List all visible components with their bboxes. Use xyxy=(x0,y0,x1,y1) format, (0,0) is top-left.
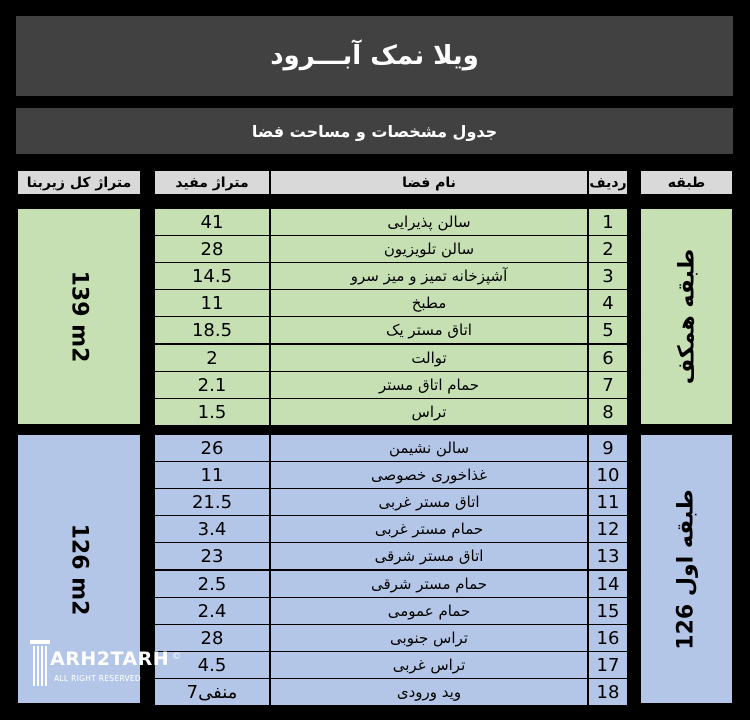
header-row: ردیف xyxy=(588,170,628,195)
space-name-cell: سالن پذیرایی xyxy=(270,208,588,236)
useful-area-cell: 14.5 xyxy=(154,262,270,290)
space-name-cell: اتاق مستر یک xyxy=(270,316,588,344)
first-floor-cell xyxy=(640,434,733,704)
useful-area-cell: 41 xyxy=(154,208,270,236)
row-number-cell: 17 xyxy=(588,651,628,679)
header-floor: طبقه xyxy=(640,170,733,195)
useful-area-cell: 1.5 xyxy=(154,398,270,426)
header-useful-area: متراژ مفید xyxy=(154,170,270,195)
useful-area-cell: 21.5 xyxy=(154,488,270,516)
useful-area-cell: 4.5 xyxy=(154,651,270,679)
row-number-cell: 16 xyxy=(588,624,628,652)
useful-area-cell: 11 xyxy=(154,461,270,489)
space-name-cell: تراس xyxy=(270,398,588,426)
ground-floor-cell xyxy=(640,208,733,425)
row-number-cell: 6 xyxy=(588,344,628,372)
subtitle-bar xyxy=(16,108,733,154)
row-number-cell: 13 xyxy=(588,542,628,570)
logo-brand: ARH2TARH xyxy=(50,648,170,670)
space-name-cell: سالن تلویزیون xyxy=(270,235,588,263)
first-total-area: 126 m2 xyxy=(66,523,92,615)
ground-total-area-cell xyxy=(17,208,141,425)
watermark-logo xyxy=(30,638,180,693)
row-number-cell: 14 xyxy=(588,570,628,598)
space-name-cell: حمام مستر غربی xyxy=(270,515,588,543)
space-name-cell: توالت xyxy=(270,344,588,372)
space-name-cell: حمام اتاق مستر xyxy=(270,371,588,399)
ground-floor-label: طبقه همکف xyxy=(674,248,700,385)
useful-area-cell: 3.4 xyxy=(154,515,270,543)
logo-rights: ALL RIGHT RESERVED xyxy=(54,674,142,683)
space-name-cell: تراس غربی xyxy=(270,651,588,679)
pillar-t-icon xyxy=(30,640,50,690)
row-number-cell: 12 xyxy=(588,515,628,543)
useful-area-cell: 2.5 xyxy=(154,570,270,598)
first-floor-label: طبقه اول 126 xyxy=(674,488,700,650)
row-number-cell: 18 xyxy=(588,678,628,706)
row-number-cell: 4 xyxy=(588,289,628,317)
header-total-area: متراژ کل زیربنا xyxy=(17,170,141,195)
page-title-bar xyxy=(16,16,733,96)
space-name-cell: اتاق مستر غربی xyxy=(270,488,588,516)
useful-area-cell: 28 xyxy=(154,235,270,263)
row-number-cell: 1 xyxy=(588,208,628,236)
row-number-cell: 10 xyxy=(588,461,628,489)
space-name-cell: وید ورودی xyxy=(270,678,588,706)
space-name-cell: مطبخ xyxy=(270,289,588,317)
row-number-cell: 9 xyxy=(588,434,628,462)
space-name-cell: اتاق مستر شرقی xyxy=(270,542,588,570)
useful-area-cell: 26 xyxy=(154,434,270,462)
useful-area-cell: 23 xyxy=(154,542,270,570)
row-number-cell: 8 xyxy=(588,398,628,426)
space-name-cell: حمام مستر شرقی xyxy=(270,570,588,598)
page-title: ویلا نمک آبـــرود xyxy=(270,41,479,71)
row-number-cell: 7 xyxy=(588,371,628,399)
row-number-cell: 11 xyxy=(588,488,628,516)
useful-area-cell: 28 xyxy=(154,624,270,652)
useful-area-cell: 2 xyxy=(154,344,270,372)
row-number-cell: 3 xyxy=(588,262,628,290)
header-space-name: نام فضا xyxy=(270,170,588,195)
ground-total-area: 139 m2 xyxy=(66,270,92,363)
useful-area-cell: 18.5 xyxy=(154,316,270,344)
row-number-cell: 15 xyxy=(588,597,628,625)
space-name-cell: غذاخوری خصوصی xyxy=(270,461,588,489)
space-name-cell: آشپزخانه تمیز و میز سرو xyxy=(270,262,588,290)
table-subtitle: جدول مشخصات و مساحت فضا xyxy=(251,121,498,141)
space-name-cell: تراس جنوبی xyxy=(270,624,588,652)
useful-area-cell: منفی7 xyxy=(154,678,270,706)
logo-copyright: © xyxy=(172,652,181,662)
useful-area-cell: 2.1 xyxy=(154,371,270,399)
useful-area-cell: 11 xyxy=(154,289,270,317)
space-name-cell: حمام عمومی xyxy=(270,597,588,625)
space-name-cell: سالن نشیمن xyxy=(270,434,588,462)
row-number-cell: 2 xyxy=(588,235,628,263)
useful-area-cell: 2.4 xyxy=(154,597,270,625)
row-number-cell: 5 xyxy=(588,316,628,344)
